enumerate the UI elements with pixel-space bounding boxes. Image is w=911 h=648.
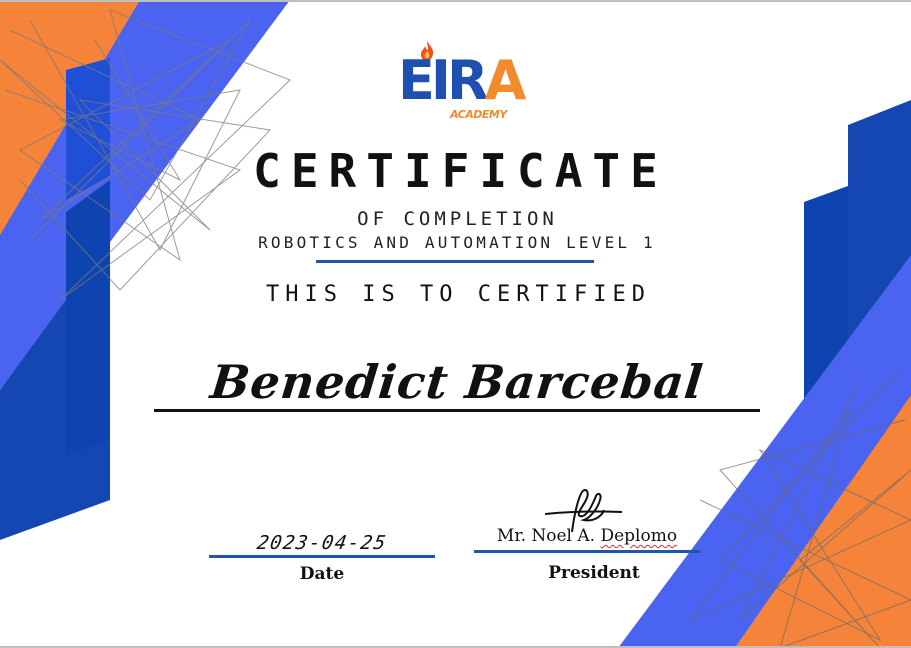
course-underline [316, 260, 594, 263]
logo-tagline: ACADEMY [450, 108, 507, 121]
president-name [474, 526, 700, 546]
logo-wordmark [398, 49, 523, 112]
president-label: President [548, 563, 640, 583]
date-value: 2023-04-25 [255, 532, 389, 554]
date-line [209, 555, 435, 558]
president-name-prefix: Mr. Noel A. [496, 526, 601, 546]
academy-logo [398, 40, 523, 122]
top-border [0, 0, 911, 2]
president-line [474, 550, 700, 553]
recipient-name-line [154, 409, 760, 412]
logo-wordmark-blue: EIR [398, 49, 485, 112]
certify-text: THIS IS TO CERTIFIED [266, 282, 651, 307]
certificate-subtitle: OF COMPLETION [357, 208, 558, 230]
course-name: ROBOTICS AND AUTOMATION LEVEL 1 [258, 233, 656, 252]
recipient-name: Benedict Barcebal [207, 355, 707, 409]
date-label: Date [299, 564, 345, 584]
logo-wordmark-orange: A [484, 49, 523, 112]
certificate-title: CERTIFICATE [253, 144, 668, 198]
president-name-surname: Deplomo [600, 526, 678, 546]
